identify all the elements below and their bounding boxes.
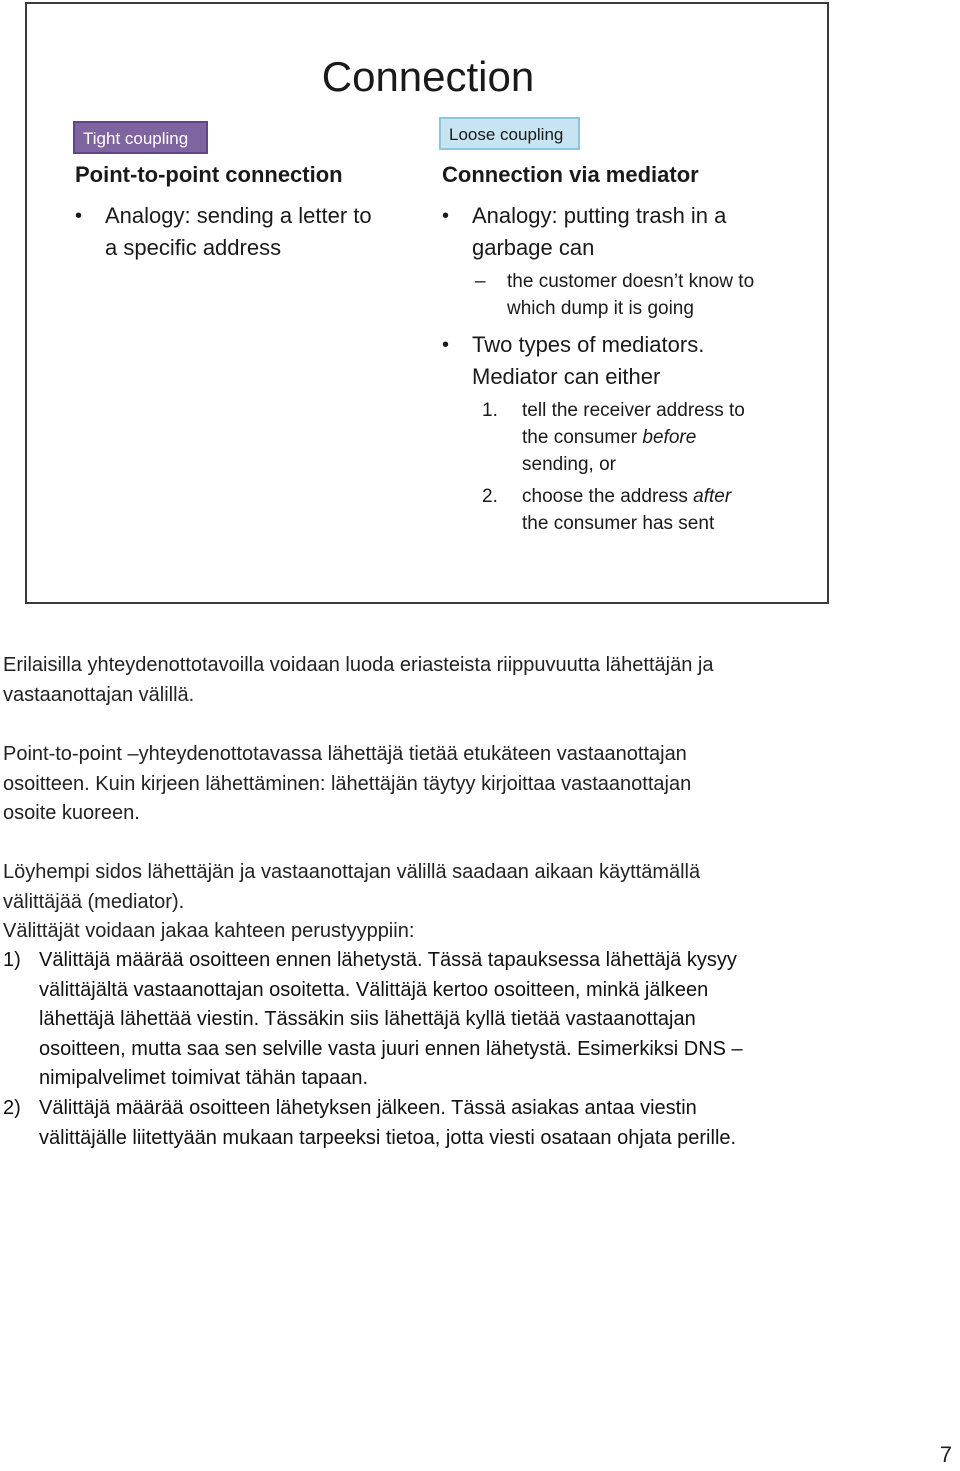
list-item-2-line1: Välittäjä määrää osoitteen lähetyksen jälkeen. Tässä asiakas antaa viestin: [39, 1097, 697, 1119]
notes-p3-line2: välittäjää (mediator).: [3, 890, 185, 913]
notes-p3-line1: Löyhempi sidos lähettäjän ja vastaanottajan välillä saadaan aikaan käyttämällä: [3, 861, 701, 883]
option-2-emphasis: after: [693, 486, 732, 507]
point-to-point-heading: Point-to-point connection: [75, 162, 343, 187]
option-2-line1: [522, 483, 731, 510]
bullet-icon: •: [442, 205, 450, 227]
right-bullet-1: [442, 200, 727, 264]
list-item-2-line2: välittäjälle liitettyään mukaan tarpeeksi tietoa, jotta viesti osataan ohjata perille.: [39, 1126, 737, 1149]
slide-title: Connection: [321, 53, 535, 100]
option-1-number: 1.: [482, 400, 498, 421]
list-item-content: [39, 1094, 899, 1153]
bullet-icon: •: [442, 334, 450, 356]
option-1-line1: tell the receiver address to: [522, 400, 745, 421]
list-item-1-line5: nimipalvelimet toimivat tähän tapaan.: [39, 1067, 369, 1089]
mediator-option-1: [482, 397, 745, 478]
option-1-line2-text: the consumer: [522, 427, 643, 448]
notes-p2-line3: osoite kuoreen.: [3, 802, 140, 824]
right-sub-bullet: [475, 268, 755, 322]
bullet-icon: •: [75, 205, 83, 227]
right-bullet-1-line1: Analogy: putting trash in a: [472, 203, 727, 228]
left-bullet-line1: Analogy: sending a letter to: [105, 203, 372, 228]
notes-p2-line1: Point-to-point –yhteydenottotavassa lähettäjä tietää etukäteen vastaanottajan: [3, 743, 687, 765]
option-2-line2: the consumer has sent: [522, 513, 715, 534]
notes-p1-line1: Erilaisilla yhteydenottotavoilla voidaan luoda eriasteista riippuvuutta lähettäjän ja: [3, 654, 714, 676]
left-bullet: [75, 200, 372, 264]
notes-paragraph-3: [3, 858, 933, 917]
right-bullet-2: [442, 329, 705, 393]
option-2-line1-text: choose the address: [522, 486, 694, 507]
notes-paragraph-4: Välittäjät voidaan jakaa kahteen perustyyppiin:: [3, 920, 415, 942]
option-1-line3: sending, or: [522, 454, 617, 475]
loose-coupling-tag: Loose coupling: [439, 117, 580, 150]
right-sub-line1: the customer doesn’t know to: [507, 271, 755, 292]
slide: [25, 2, 829, 604]
right-sub-line2: which dump it is going: [507, 298, 694, 319]
list-item-1-line2: välittäjältä vastaanottajan osoitetta. Välittäjä kertoo osoitteen, minkä jälkeen: [39, 978, 709, 1001]
notes-paragraph-2: [3, 740, 933, 829]
mediator-heading: Connection via mediator: [442, 162, 699, 187]
list-item-1-line1: Välittäjä määrää osoitteen ennen lähetystä. Tässä tapauksessa lähettäjä kysyy: [39, 949, 737, 971]
left-bullet-line2: a specific address: [105, 235, 282, 260]
list-marker: 2): [3, 1097, 21, 1119]
notes-p1-line2: vastaanottajan välillä.: [3, 683, 195, 706]
right-bullet-2-line1: Two types of mediators.: [472, 332, 705, 357]
option-2-number: 2.: [482, 486, 498, 507]
notes-paragraph-1: [3, 651, 933, 710]
tight-coupling-tag: Tight coupling: [73, 121, 208, 154]
notes-p2-line2: osoitteen. Kuin kirjeen lähettäminen: lähettäjän täytyy kirjoittaa vastaanottajan: [3, 772, 692, 795]
dash-icon: –: [475, 271, 486, 292]
list-item-1-line3: lähettäjä lähettää viestin. Tässäkin siis lähettäjä kyllä tietää vastaanottajan: [39, 1008, 696, 1030]
list-marker: 1): [3, 949, 21, 971]
mediator-option-2: [482, 483, 732, 537]
option-1-line2: [522, 424, 745, 451]
list-item-content: [39, 946, 899, 1094]
option-1-emphasis: before: [642, 427, 697, 448]
right-bullet-1-line2: garbage can: [472, 235, 595, 260]
right-bullet-2-line2: Mediator can either: [472, 364, 661, 389]
list-item-1-line4: osoitteen, mutta saa sen selville vasta juuri ennen lähetystä. Esimerkiksi DNS –: [39, 1037, 743, 1060]
page-number: 7: [939, 1442, 952, 1467]
